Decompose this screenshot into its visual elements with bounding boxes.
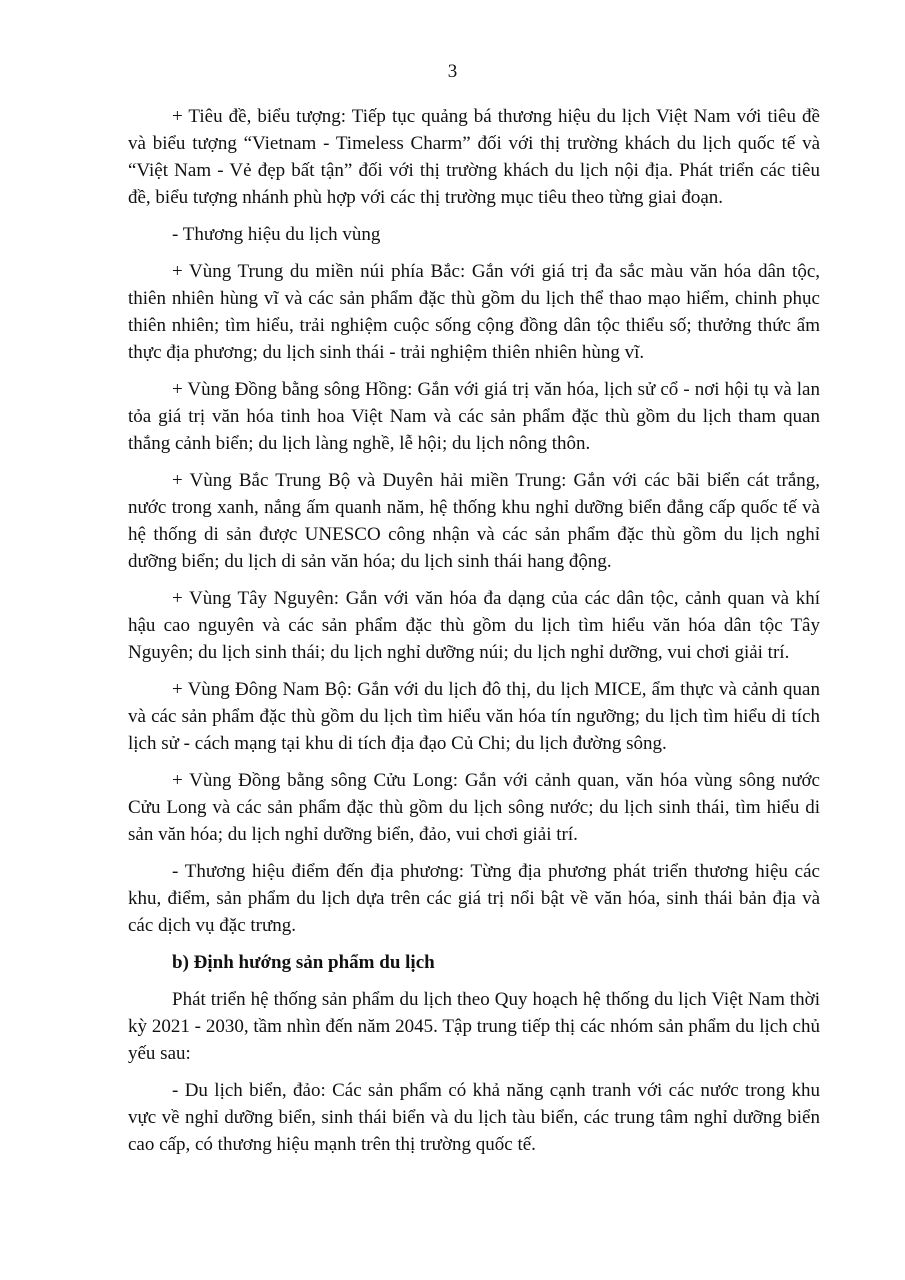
- paragraph-local-destination-brand: - Thương hiệu điểm đến địa phương: Từng địa phương phát triển thương hiệu các khu, điểm, sản phẩm du lịch dựa trên các giá trị nổi bật về văn hóa, sinh thái bản địa và các dịch vụ đặc trưng.: [128, 861, 820, 936]
- paragraph-mekong-delta: + Vùng Đồng bằng sông Cửu Long: Gắn với cảnh quan, văn hóa vùng sông nước Cửu Long và các sản phẩm đặc thù gồm du lịch sông nước; du lịch sinh thái, tìm hiểu di sản văn hóa; du lịch nghỉ dưỡng biển, đảo, vui chơi giải trí.: [128, 770, 820, 845]
- paragraph-sea-island-tourism: - Du lịch biển, đảo: Các sản phẩm có khả năng cạnh tranh với các nước trong khu vực về nghỉ dưỡng biển, sinh thái biển và du lịch tàu biển, các trung tâm nghỉ dưỡng biển cao cấp, có thương hiệu mạnh trên thị trường quốc tế.: [128, 1080, 820, 1155]
- page-number: 3: [447, 61, 458, 82]
- paragraph-northern-midlands: + Vùng Trung du miền núi phía Bắc: Gắn với giá trị đa sắc màu văn hóa dân tộc, thiên nhiên hùng vĩ và các sản phẩm đặc thù gồm du lịch thể thao mạo hiểm, chinh phục thiên nhiên; tìm hiểu, trải nghiệm cuộc sống cộng đồng dân tộc thiểu số; thưởng thức ẩm thực địa phương; du lịch sinh thái - trải nghiệm thiên nhiên hùng vĩ.: [128, 261, 820, 363]
- paragraph-product-development: Phát triển hệ thống sản phẩm du lịch theo Quy hoạch hệ thống du lịch Việt Nam thời kỳ 2021 - 2030, tầm nhìn đến năm 2045. Tập trung tiếp thị các nhóm sản phẩm du lịch chủ yếu sau:: [128, 989, 820, 1064]
- paragraph-branding-title: + Tiêu đề, biểu tượng: Tiếp tục quảng bá thương hiệu du lịch Việt Nam với tiêu đề và biểu tượng “Vietnam - Timeless Charm” đối với thị trường khách du lịch quốc tế và “Việt Nam - Vẻ đẹp bất tận” đối với thị trường khách du lịch nội địa. Phát triển các tiêu đề, biểu tượng nhánh phù hợp với các thị trường mục tiêu theo từng giai đoạn.: [128, 106, 820, 208]
- paragraph-central-highlands: + Vùng Tây Nguyên: Gắn với văn hóa đa dạng của các dân tộc, cảnh quan và khí hậu cao nguyên và các sản phẩm đặc thù gồm du lịch tìm hiểu văn hóa dân tộc Tây Nguyên; du lịch sinh thái; du lịch nghỉ dưỡng núi; du lịch nghỉ dưỡng, vui chơi giải trí.: [128, 588, 820, 663]
- paragraph-red-river-delta: + Vùng Đồng bằng sông Hồng: Gắn với giá trị văn hóa, lịch sử cổ - nơi hội tụ và lan tỏa giá trị văn hóa tinh hoa Việt Nam và các sản phẩm đặc thù gồm du lịch tham quan thắng cảnh biển; du lịch làng nghề, lễ hội; du lịch nông thôn.: [128, 379, 820, 454]
- paragraph-north-central-coast: + Vùng Bắc Trung Bộ và Duyên hải miền Trung: Gắn với các bãi biển cát trắng, nước trong xanh, nắng ấm quanh năm, hệ thống khu nghỉ dưỡng biển đẳng cấp quốc tế và hệ thống di sản được UNESCO công nhận và các sản phẩm đặc thù gồm du lịch nghỉ dưỡng biển; du lịch di sản văn hóa; du lịch sinh thái hang động.: [128, 470, 820, 572]
- paragraph-regional-brand: - Thương hiệu du lịch vùng: [172, 224, 381, 245]
- paragraph-southeast: + Vùng Đông Nam Bộ: Gắn với du lịch đô thị, du lịch MICE, ẩm thực và cảnh quan và các sản phẩm đặc thù gồm du lịch tìm hiểu văn hóa tín ngưỡng; du lịch tìm hiểu di tích lịch sử - cách mạng tại khu di tích địa đạo Củ Chi; du lịch đường sông.: [128, 679, 820, 754]
- body-text: [128, 103, 820, 1168]
- section-heading: b) Định hướng sản phẩm du lịch: [172, 952, 435, 973]
